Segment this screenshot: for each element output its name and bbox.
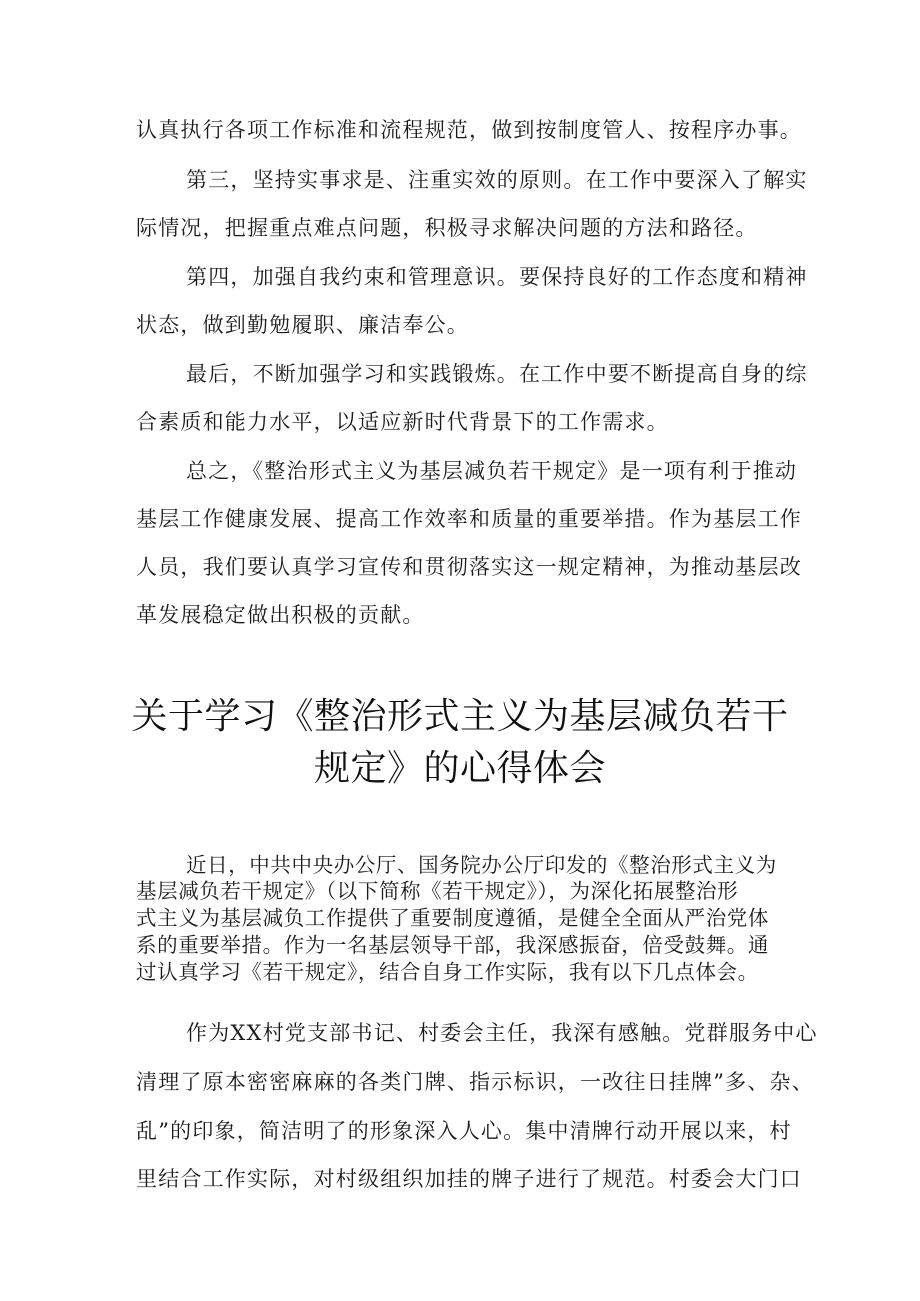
- paragraph-line: 认真执行各项工作标准和流程规范，做到按制度管人、按程序办事。: [136, 118, 802, 142]
- paragraph-line: 近日，中共中央办公厅、国务院办公厅印发的《整治形式主义为: [186, 853, 777, 877]
- paragraph-line: 乱”的印象，简洁明了的形象深入人心。集中清牌行动开展以来，村: [136, 1119, 792, 1143]
- paragraph-line: 总之，《整治形式主义为基层减负若干规定》是一项有利于推动: [186, 459, 798, 483]
- paragraph-line: 清理了原本密密麻麻的各类门牌、指示标识，一改往日挂牌”多、杂、: [136, 1070, 814, 1094]
- article-title-line-2: 规定》的心得体会: [313, 748, 606, 789]
- paragraph-line: 革发展稳定做出积极的贡献。: [136, 603, 425, 627]
- paragraph-line: 第三，坚持实事求是、注重实效的原则。在工作中要深入了解实: [186, 168, 808, 192]
- paragraph-line: 系的重要举措。作为一名基层领导干部，我深感振奋，倍受鼓舞。通: [136, 933, 769, 957]
- paragraph-line: 合素质和能力水平，以适应新时代背景下的工作需求。: [136, 410, 669, 434]
- paragraph-line: 基层工作健康发展、提高工作效率和质量的重要举措。作为基层工作: [136, 507, 802, 531]
- article-title-line-1: 关于学习《整治形式主义为基层减负若干: [131, 696, 789, 737]
- paragraph-line: 里结合工作实际，对村级组织加挂的牌子进行了规范。村委会大门口: [136, 1167, 802, 1191]
- paragraph-line: 基层减负若干规定》（以下简称《若干规定》），为深化拓展整治形: [136, 879, 739, 903]
- paragraph-line: 作为XX村党支部书记、村委会主任，我深有感触。党群服务中心: [186, 1021, 818, 1045]
- paragraph-line: 际情况，把握重点难点问题，积极寻求解决问题的方法和路径。: [136, 216, 758, 240]
- paragraph-line: 人员，我们要认真学习宣传和贯彻落实这一规定精神，为推动基层改: [136, 555, 802, 579]
- paragraph-line: 式主义为基层减负工作提供了重要制度遵循，是健全全面从严治党体: [136, 906, 769, 930]
- paragraph-line: 过认真学习《若干规定》，结合自身工作实际，我有以下几点体会。: [136, 960, 759, 984]
- paragraph-line: 最后，不断加强学习和实践锻炼。在工作中要不断提高自身的综: [186, 362, 808, 386]
- paragraph-line: 状态，做到勤勉履职、廉洁奉公。: [136, 313, 469, 337]
- paragraph-line: 第四，加强自我约束和管理意识。要保持良好的工作态度和精神: [186, 265, 808, 289]
